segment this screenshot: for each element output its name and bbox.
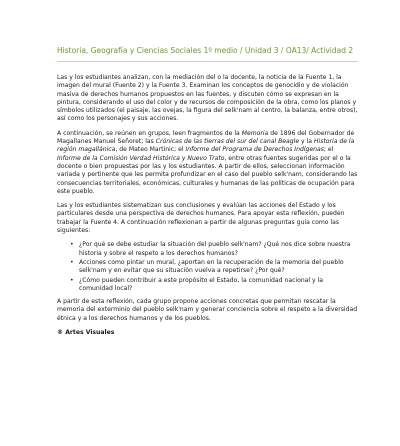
- breadcrumb: Historia, Geografía y Ciencias Sociales 1º medio / Unidad 3 / OA13/ Actividad 2: [57, 46, 358, 62]
- source-title-historia: Historia de la región magallánica: [57, 138, 355, 154]
- activity-body: [57, 74, 358, 337]
- text-run: ; el: [323, 146, 334, 154]
- subject-connection-label: ® Artes Visuales: [57, 329, 115, 337]
- text-run: y la: [299, 138, 314, 146]
- paragraph-sources: [57, 130, 358, 196]
- source-title-memoria: Memoria: [241, 129, 269, 137]
- text-run: , de Mateo Martinic; el: [115, 146, 186, 154]
- text-run: , entre otras fuentes sugeridas por el o la docente o bien propuestas por las y los estudiantes. A partir de ellos, seleccionan información variada y pertinente que les permita profundizar en el caso del pueblo selk'nam, considerando las consecuencias territoriales, económicas, culturales y humanas de las políticas de ocupación para este pueblo.: [57, 154, 358, 195]
- text-run: A continuación, se reúnen en grupos, leen fragmentos de la: [57, 129, 242, 137]
- guide-questions-list: [57, 241, 358, 293]
- source-title-informe-pdi: Informe del Programa de Derechos Indígenas: [185, 146, 324, 154]
- list-item: • ¿Por qué se debe estudiar la situación del pueblo selk'nam? ¿Qué nos dice sobre nuestra historia y sobre el respeto a los derechos humanos?: [79, 241, 358, 258]
- paragraph-reflection: Las y los estudiantes sistematizan sus conclusiones y evalúan las acciones del Estado y los particulares desde una perspectiva de derechos humanos. Para apoyar esta reflexión, pueden trabajar la Fuente 4. A continuación reflexionan a partir de algunas preguntas guía como las siguientes:: [57, 202, 345, 235]
- source-title-cronicas: Crónicas de las tierras del sur del canal Beagle: [155, 138, 300, 146]
- paragraph-proposal: A partir de esta reflexión, cada grupo propone acciones concretas que permitan rescatar la memoria del exterminio del pueblo selk'nam y generar conciencia sobre el respeto a la diversidad étnica y a los derechos humanos y de los pueblos.: [57, 298, 358, 322]
- list-item: • ¿Cómo pueden contribuir a este propósito el Estado, la comunidad nacional y la comunidad local?: [79, 277, 358, 294]
- page: [0, 46, 400, 446]
- paragraph-analysis: Las y los estudiantes analizan, con la mediación del o la docente, la noticia de la Fuente 1, la imagen del mural (Fuente 2) y la Fuente 3. Examinan los conceptos de genocidio y de violación masiva de derechos humanos propuestos en las fuentes, y discuten cómo se expresan en la pintura, considerando el uso del color y de recursos de composición de la obra, como los planos y símbolos utilizados (el paisaje, las ovejas, la figura del selk'nam al centro, la balanza, entre otros), así como los personajes y sus acciones.: [57, 74, 358, 123]
- list-item: • Acciones como pintar un mural, ¿aportan en la recuperación de la memoria del pueblo selk'nam y en evitar que su situación vuelva a repetirse? ¿Por qué?: [79, 259, 358, 276]
- source-title-informe-cvhnt: Informe de la Comisión Verdad Histórica y Nuevo Trato: [57, 154, 225, 162]
- text-run: de 1896 del Gobernador de Magallanes Manuel Señoret; las: [57, 129, 355, 146]
